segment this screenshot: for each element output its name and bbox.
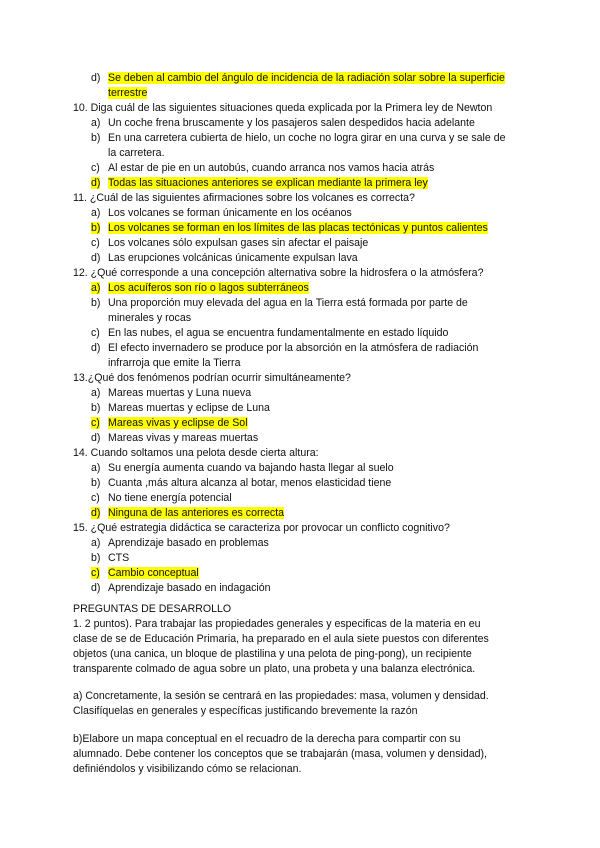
section-heading: PREGUNTAS DE DESARROLLO xyxy=(73,603,232,615)
q11-option-b xyxy=(108,221,488,235)
highlight: Se deben al cambio del ángulo de incidencia de la radiación solar sobre la superficie xyxy=(108,72,505,84)
q14-option-a: Su energía aumenta cuando va bajando hasta llegar al suelo xyxy=(108,462,394,474)
q15-question: 15. ¿Qué estrategia didáctica se caracteriza por provocar un conflicto cognitivo? xyxy=(73,522,450,534)
q14-question: 14. Cuando soltamos una pelota desde cierta altura: xyxy=(73,447,319,459)
q15-option-d: Aprendizaje basado en indagación xyxy=(108,582,271,594)
q11-option-d-letter: d) xyxy=(91,252,101,264)
q11-question: 11. ¿Cuál de las siguientes afirmaciones sobre los volcanes es correcta? xyxy=(73,192,415,204)
q13-option-b-letter: b) xyxy=(91,402,101,414)
paragraph-a-line1: a) Concretamente, la sesión se centrará en las propiedades: masa, volumen y densidad. xyxy=(73,690,489,702)
q12-option-a xyxy=(108,281,309,295)
q14-option-d-letter xyxy=(91,506,100,520)
q13-option-c-letter xyxy=(91,416,100,430)
q10-option-c: Al estar de pie en un autobús, cuando arranca nos vamos hacia atrás xyxy=(108,162,435,174)
q10-option-b-letter: b) xyxy=(91,132,101,144)
q15-option-a: Aprendizaje basado en problemas xyxy=(108,537,269,549)
q13-option-d-letter: d) xyxy=(91,432,101,444)
highlight: a) xyxy=(91,282,101,294)
highlight: c) xyxy=(91,567,100,579)
q9-option-d-letter: d) xyxy=(91,72,101,84)
q13-option-a-letter: a) xyxy=(91,387,101,399)
highlight: Todas las situaciones anteriores se explican mediante la primera ley xyxy=(108,177,428,189)
q9-option-d-line2 xyxy=(108,86,147,100)
paragraph-b-line1: b)Elabore un mapa conceptual en el recuadro de la derecha para compartir con su xyxy=(73,733,461,745)
q10-option-a: Un coche frena bruscamente y los pasajeros salen despedidos hacia adelante xyxy=(108,117,475,129)
highlight: Los volcanes se forman en los límites de las placas tectónicas y puntos calientes xyxy=(108,222,488,234)
highlight: d) xyxy=(91,177,101,189)
q10-option-d xyxy=(108,176,428,190)
q12-option-d-line2: infrarroja que emite la Tierra xyxy=(108,357,241,369)
q13-option-d: Mareas vivas y mareas muertas xyxy=(108,432,259,444)
q11-option-c: Los volcanes sólo expulsan gases sin afectar el paisaje xyxy=(108,237,369,249)
q14-option-c-letter: c) xyxy=(91,492,100,504)
q13-question: 13.¿Qué dos fenómenos podrían ocurrir simultáneamente? xyxy=(73,372,351,384)
q10-option-b-line1: En una carretera cubierta de hielo, un coche no logra girar en una curva y se sale de xyxy=(108,132,506,144)
q14-option-b: Cuanta ,más altura alcanza al botar, menos elasticidad tiene xyxy=(108,477,392,489)
q15-option-a-letter: a) xyxy=(91,537,101,549)
q11-option-b-letter xyxy=(91,221,100,235)
q10-option-a-letter: a) xyxy=(91,117,101,129)
q13-option-a: Mareas muertas y Luna nueva xyxy=(108,387,252,399)
q11-option-a-letter: a) xyxy=(91,207,101,219)
q15-option-c-letter xyxy=(91,566,100,580)
highlight: b) xyxy=(91,222,101,234)
highlight: c) xyxy=(91,417,100,429)
paragraph-1-line2: clase de se de Educación Primaria, ha preparado en el aula siete puestos con diferentes xyxy=(73,633,489,645)
q10-option-d-letter xyxy=(91,176,100,190)
q12-option-b-line1: Una proporción muy elevada del agua en la Tierra está formada por parte de xyxy=(108,297,468,309)
q13-option-c xyxy=(108,416,248,430)
q15-option-d-letter: d) xyxy=(91,582,101,594)
q12-option-c: En las nubes, el agua se encuentra fundamentalmente en estado líquido xyxy=(108,327,449,339)
highlight: Los acuíferos son río o lagos subterráneos xyxy=(108,282,309,294)
highlight: Ninguna de las anteriores es correcta xyxy=(108,507,285,519)
q12-option-c-letter: c) xyxy=(91,327,100,339)
q9-option-d-line1 xyxy=(108,71,505,85)
q12-option-b-line2: minerales y rocas xyxy=(108,312,192,324)
q14-option-c: No tiene energía potencial xyxy=(108,492,232,504)
paragraph-1-line4: transparente colmado de agua sobre un plato, una probeta y una balanza electrónica. xyxy=(73,663,476,675)
q12-option-b-letter: b) xyxy=(91,297,101,309)
highlight: Cambio conceptual xyxy=(108,567,199,579)
highlight: terrestre xyxy=(108,87,148,99)
highlight: Mareas vivas y eclipse de Sol xyxy=(108,417,248,429)
paragraph-1-line1: 1. 2 puntos). Para trabajar las propiedades generales y especificas de la materia en eu xyxy=(73,618,481,630)
q10-option-c-letter: c) xyxy=(91,162,100,174)
q10-question: 10. Diga cuál de las siguientes situaciones queda explicada por la Primera ley de Newton xyxy=(73,102,493,114)
q11-option-c-letter: c) xyxy=(91,237,100,249)
q12-option-d-line1: El efecto invernadero se produce por la absorción en la atmósfera de radiación xyxy=(108,342,479,354)
q11-option-d: Las erupciones volcánicas únicamente expulsan lava xyxy=(108,252,358,264)
q15-option-b: CTS xyxy=(108,552,130,564)
q14-option-d xyxy=(108,506,284,520)
q12-question: 12. ¿Qué corresponde a una concepción alternativa sobre la hidrosfera o la atmósfera? xyxy=(73,267,484,279)
q14-option-b-letter: b) xyxy=(91,477,101,489)
paragraph-b-line3: definiéndolos y visibilizando cómo se relacionan. xyxy=(73,763,302,775)
q11-option-a: Los volcanes se forman únicamente en los océanos xyxy=(108,207,352,219)
q14-option-a-letter: a) xyxy=(91,462,101,474)
paragraph-1-line3: objetos (una canica, un bloque de plastilina y una pelota de ping-pong), un recipiente xyxy=(73,648,472,660)
paragraph-b-line2: alumnado. Debe contener los conceptos que se trabajarán (masa, volumen y densidad), xyxy=(73,748,487,760)
q13-option-b: Mareas muertas y eclipse de Luna xyxy=(108,402,270,414)
paragraph-a-line2: Clasifíquelas en generales y específicas justificando brevemente la razón xyxy=(73,705,418,717)
q12-option-a-letter xyxy=(91,281,100,295)
highlight: d) xyxy=(91,507,101,519)
q12-option-d-letter: d) xyxy=(91,342,101,354)
q15-option-c xyxy=(108,566,199,580)
q15-option-b-letter: b) xyxy=(91,552,101,564)
q10-option-b-line2: la carretera. xyxy=(108,147,165,159)
